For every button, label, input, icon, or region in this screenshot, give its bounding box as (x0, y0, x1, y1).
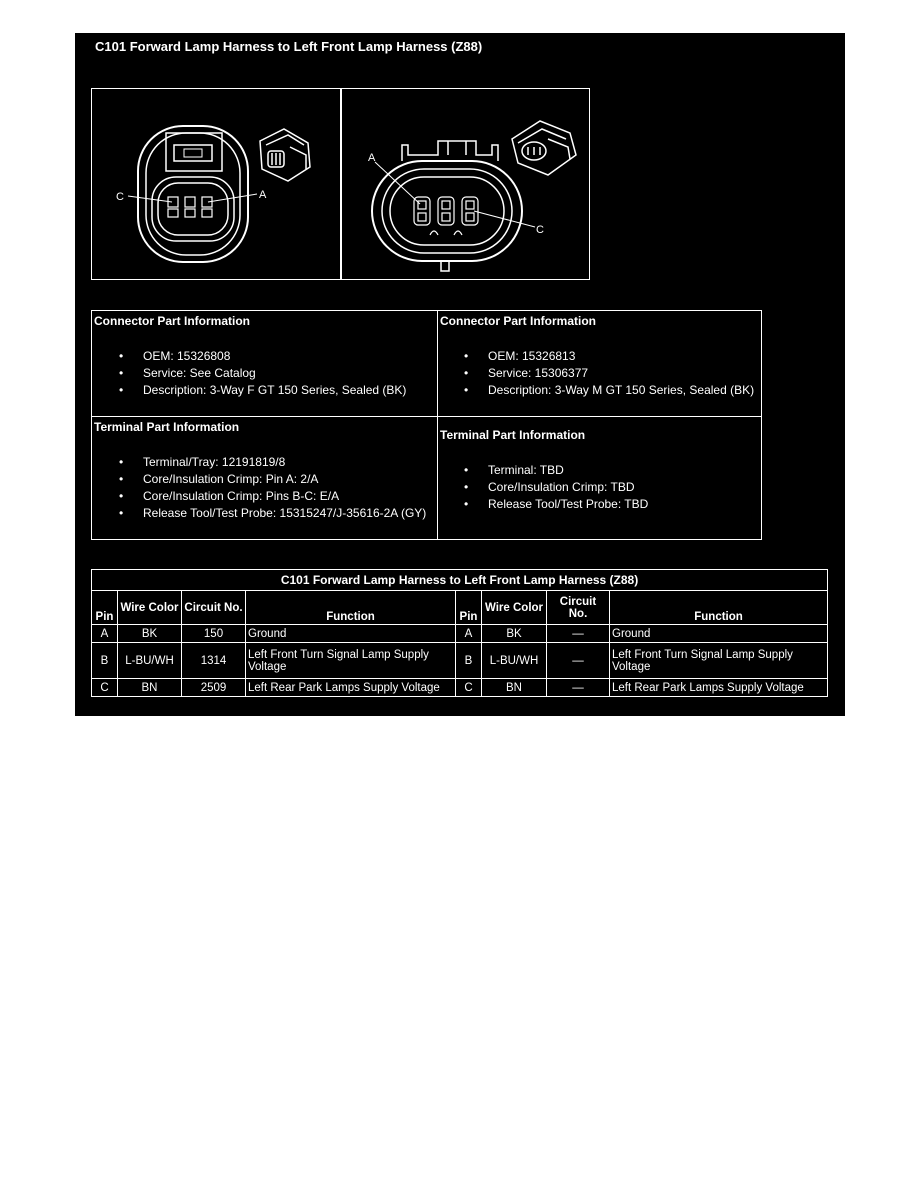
table-row (92, 679, 828, 697)
list-item: • Core/Insulation Crimp: Pin A: 2/A (143, 471, 426, 488)
table-cell: BK (118, 625, 182, 643)
connector-info-female (92, 311, 438, 417)
male-connector-illustration (341, 88, 590, 280)
table-cell: — (547, 679, 610, 697)
table-cell: Left Front Turn Signal Lamp Supply Voltage (246, 643, 456, 679)
table-cell: BN (482, 679, 547, 697)
column-header: Circuit No. (182, 591, 246, 625)
table-cell: B (92, 643, 118, 679)
list-item: • OEM: 15326808 (143, 348, 406, 365)
table-row (92, 643, 828, 679)
terminal-info-heading: Terminal Part Information (440, 428, 586, 442)
table-cell: — (547, 625, 610, 643)
column-header: Circuit No. (547, 591, 610, 625)
connector-info-male (438, 311, 761, 417)
list-item: • Release Tool/Test Probe: TBD (488, 496, 648, 513)
list-item: • Description: 3-Way F GT 150 Series, Sealed (BK) (143, 382, 406, 399)
table-cell: Left Front Turn Signal Lamp Supply Voltage (610, 643, 828, 679)
document-panel (75, 33, 845, 716)
pin-label-a: A (368, 152, 376, 164)
list-item: • Core/Insulation Crimp: TBD (488, 479, 648, 496)
table-cell: Left Rear Park Lamps Supply Voltage (246, 679, 456, 697)
table-cell: 2509 (182, 679, 246, 697)
table-cell: L-BU/WH (118, 643, 182, 679)
column-header: Pin (92, 591, 118, 625)
list-item: • Core/Insulation Crimp: Pins B-C: E/A (143, 488, 426, 505)
column-header: Wire Color (482, 591, 547, 625)
table-cell: 1314 (182, 643, 246, 679)
table-row (92, 625, 828, 643)
table-title: C101 Forward Lamp Harness to Left Front Lamp Harness (Z88) (92, 570, 828, 591)
pin-label-a: A (259, 189, 267, 201)
connector-info-heading: Connector Part Information (94, 314, 251, 328)
table-cell: BN (118, 679, 182, 697)
terminal-info-heading: Terminal Part Information (94, 420, 240, 434)
table-cell: A (92, 625, 118, 643)
table-cell: — (547, 643, 610, 679)
table-cell: BK (482, 625, 547, 643)
column-header: Pin (456, 591, 482, 625)
column-header: Function (246, 591, 456, 625)
terminal-info-male (438, 417, 761, 539)
table-cell: Ground (610, 625, 828, 643)
list-item: • Description: 3-Way M GT 150 Series, Sealed (BK) (488, 382, 754, 399)
part-information-grid (91, 310, 762, 540)
pin-label-c: C (536, 224, 544, 236)
table-header-row (92, 591, 828, 625)
table-cell: C (92, 679, 118, 697)
list-item: • OEM: 15326813 (488, 348, 754, 365)
table-cell: L-BU/WH (482, 643, 547, 679)
pin-label-c: C (116, 191, 124, 203)
table-cell: B (456, 643, 482, 679)
connector-info-heading: Connector Part Information (440, 314, 597, 328)
column-header: Wire Color (118, 591, 182, 625)
list-item: • Service: 15306377 (488, 365, 754, 382)
table-cell: Left Rear Park Lamps Supply Voltage (610, 679, 828, 697)
page-title: C101 Forward Lamp Harness to Left Front Lamp Harness (Z88) (95, 39, 483, 54)
pinout-table (91, 569, 828, 697)
list-item: • Release Tool/Test Probe: 15315247/J-35616-2A (GY) (143, 505, 426, 522)
list-item: • Service: See Catalog (143, 365, 406, 382)
female-connector-illustration (91, 88, 341, 280)
column-header: Function (610, 591, 828, 625)
terminal-info-female (92, 417, 438, 539)
list-item: • Terminal: TBD (488, 462, 648, 479)
table-cell: 150 (182, 625, 246, 643)
table-cell: Ground (246, 625, 456, 643)
table-cell: C (456, 679, 482, 697)
list-item: • Terminal/Tray: 12191819/8 (143, 454, 426, 471)
table-cell: A (456, 625, 482, 643)
